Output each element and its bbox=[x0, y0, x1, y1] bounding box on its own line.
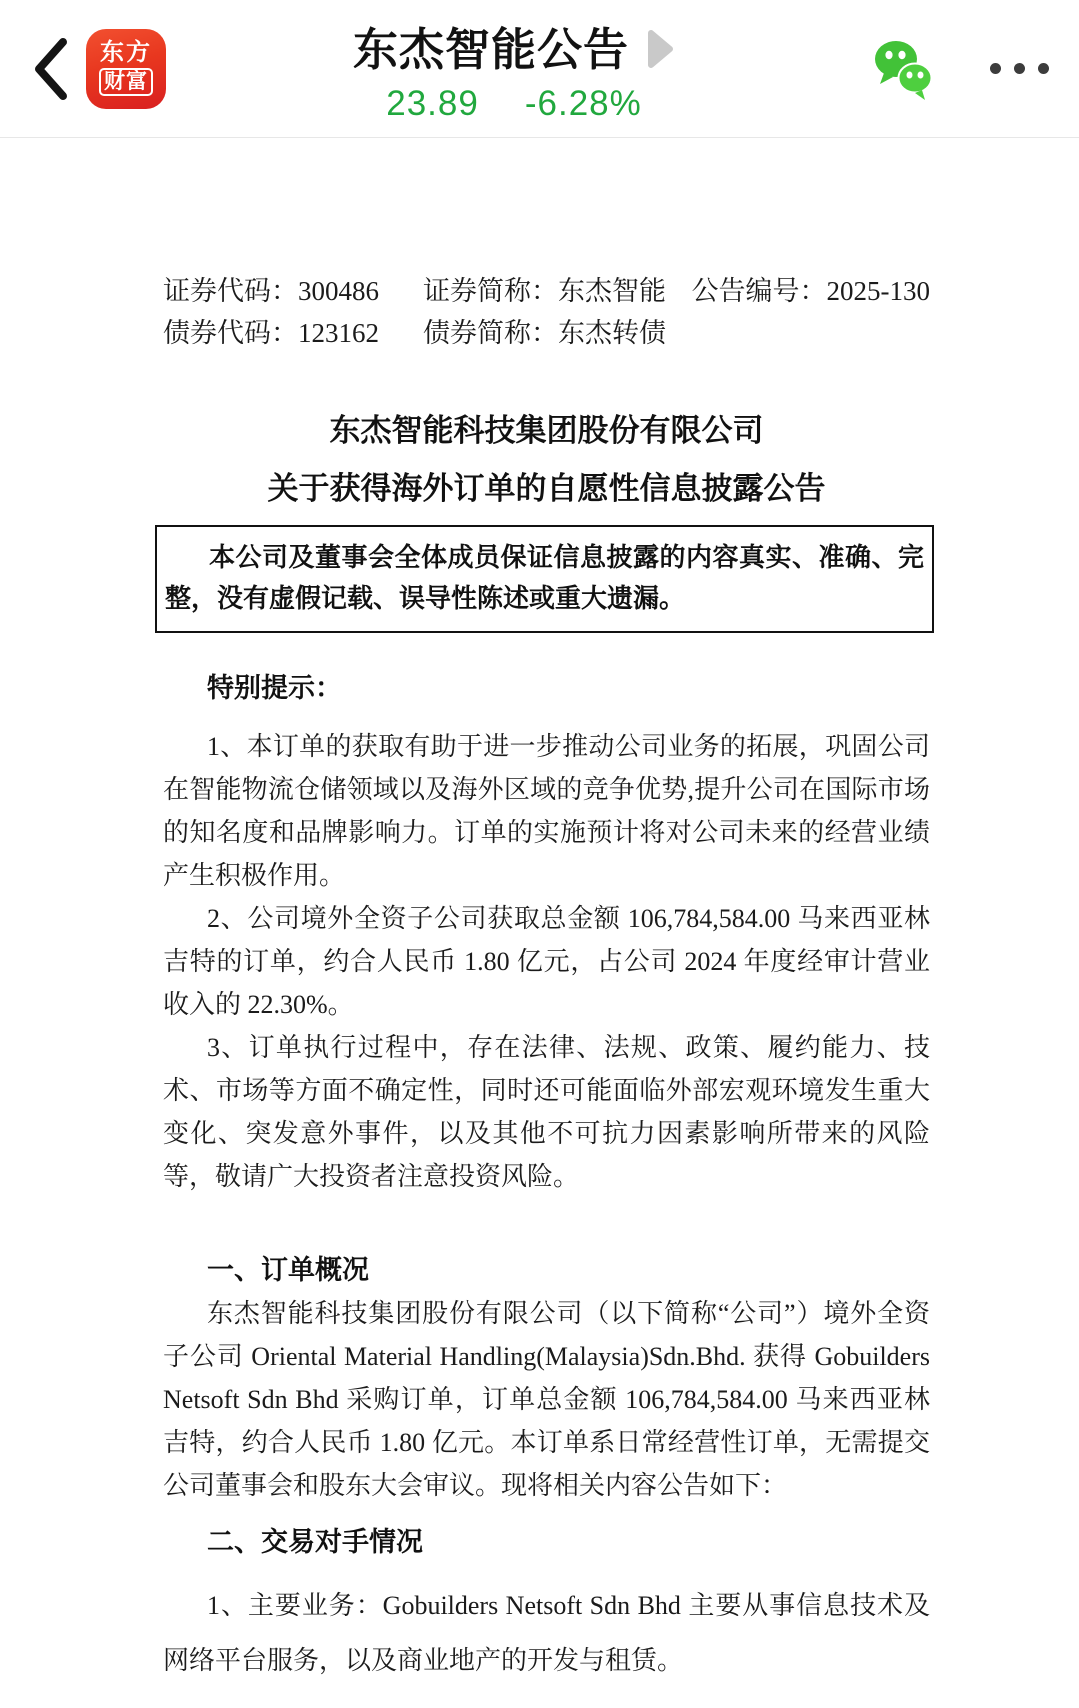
more-menu-icon bbox=[1014, 63, 1025, 74]
wechat-icon bbox=[870, 35, 936, 103]
header-title-block bbox=[166, 13, 862, 124]
more-menu-button[interactable] bbox=[990, 49, 1049, 89]
stock-price: 23.89 bbox=[386, 84, 479, 123]
stock-quote bbox=[386, 84, 642, 124]
special-tips bbox=[163, 725, 930, 1198]
logo-text-bottom: 财富 bbox=[99, 68, 153, 96]
bond-codes-row bbox=[163, 312, 930, 354]
back-icon bbox=[30, 35, 70, 103]
bond-name: 债券简称：东杰转债 bbox=[423, 318, 666, 348]
security-code: 证券代码：300486 bbox=[163, 276, 379, 306]
bond-code: 债券代码：123162 bbox=[163, 318, 379, 348]
special-tips-heading: 特别提示： bbox=[207, 673, 342, 703]
more-menu-icon bbox=[990, 63, 1001, 74]
logo-text-top: 东方 bbox=[100, 38, 152, 66]
eastmoney-logo bbox=[86, 29, 166, 109]
disclaimer-box: 本公司及董事会全体成员保证信息披露的内容真实、准确、完整，没有虚假记载、误导性陈述或重大遗漏。 bbox=[155, 525, 934, 633]
app-header bbox=[0, 0, 1079, 138]
tip-paragraph-2: 2、公司境外全资子公司获取总金额 106,784,584.00 马来西亚林吉特的订单，约合人民币 1.80 亿元，占公司 2024 年度经审计营业收入的 22.30%。 bbox=[163, 904, 930, 1019]
tip-paragraph-1: 1、本订单的获取有助于进一步推动公司业务的拓展，巩固公司在智能物流仓储领域以及海外区域的竞争优势,提升公司在国际市场的知名度和品牌影响力。订单的实施预计将对公司未来的经营业绩产生积极作用。 bbox=[163, 732, 930, 890]
security-codes-row bbox=[163, 270, 930, 312]
company-name-title: 东杰智能科技集团股份有限公司 bbox=[329, 413, 764, 448]
announcement-title: 关于获得海外订单的自愿性信息披露公告 bbox=[267, 471, 826, 506]
play-arrow-icon bbox=[645, 27, 675, 71]
wechat-share-button[interactable] bbox=[870, 35, 936, 103]
stock-change-percent: -6.28% bbox=[524, 84, 642, 123]
back-button[interactable] bbox=[26, 31, 74, 107]
more-menu-icon bbox=[1038, 63, 1049, 74]
section2-paragraph: 1、主要业务：Gobuilders Netsoft Sdn Bhd 主要从事信息技术及网络平台服务，以及商业地产的开发与租赁。 bbox=[163, 1591, 930, 1675]
security-name: 证券简称：东杰智能 bbox=[423, 276, 666, 306]
tip-paragraph-3: 3、订单执行过程中，存在法律、法规、政策、履约能力、技术、市场等方面不确定性，同时还可能面临外部宏观环境发生重大变化、突发意外事件，以及其他不可抗力因素影响所带来的风险等，敬请广大投资者注意投资风险。 bbox=[163, 1033, 930, 1191]
announcement-number: 公告编号：2025-130 bbox=[691, 276, 930, 306]
section1-paragraph: 东杰智能科技集团股份有限公司（以下简称“公司”）境外全资子公司 Oriental Material Handling(Malaysia)Sdn.Bhd. 获得 Gobuilders Netsoft Sdn Bhd 采购订单，订单总金额 106,784,584.00 马来西亚林吉特，约合人民币 1.80 亿元。本订单系日常经营性订单，无需提交公司董事会和股东大会审议。现将相关内容公告如下： bbox=[163, 1299, 930, 1500]
expand-arrow-button[interactable] bbox=[645, 27, 675, 71]
page-title: 东杰智能公告 bbox=[352, 24, 629, 75]
section1-heading: 一、订单概况 bbox=[207, 1255, 369, 1285]
section2-heading: 二、交易对手情况 bbox=[207, 1527, 423, 1557]
announcement-document bbox=[0, 138, 1079, 1708]
